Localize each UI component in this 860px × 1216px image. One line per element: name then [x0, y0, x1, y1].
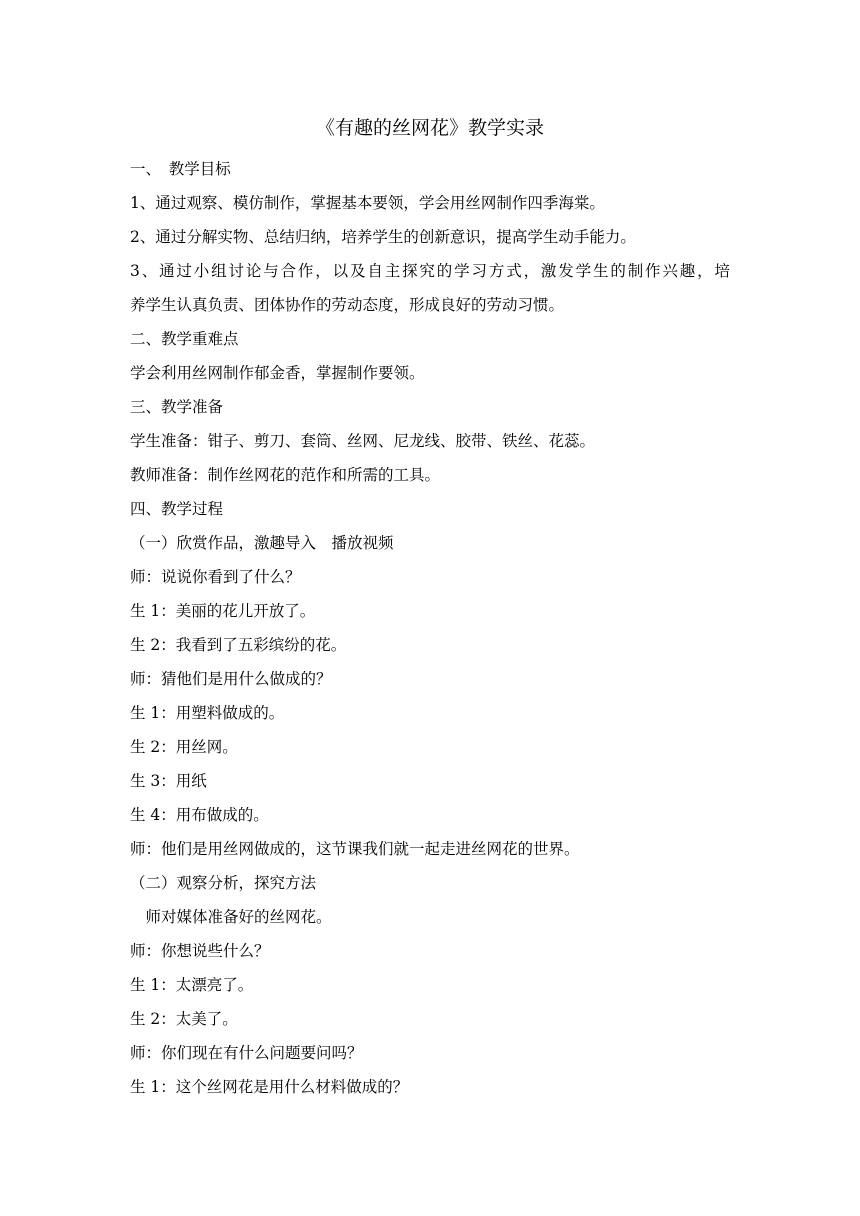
dialogue-line: 师：他们是用丝网做成的，这节课我们就一起走进丝网花的世界。	[130, 840, 580, 858]
dialogue-line: 师：你们现在有什么问题要问吗？	[130, 1044, 363, 1062]
section-heading-objectives: 一、 教学目标	[130, 160, 231, 178]
dialogue-line: 师：猜他们是用什么做成的？	[130, 670, 332, 688]
paragraph-line: 3、通过小组讨论与合作，以及自主探究的学习方式，激发学生的制作兴趣，培	[130, 262, 730, 280]
dialogue-line: 生 2：用丝网。	[130, 738, 238, 756]
dialogue-line: 生 1：这个丝网花是用什么材料做成的？	[130, 1078, 409, 1096]
paragraph-line: 学生准备：钳子、剪刀、套筒、丝网、尼龙线、胶带、铁丝、花蕊。	[130, 432, 596, 450]
paragraph-line: 2、通过分解实物、总结归纳，培养学生的创新意识，提高学生动手能力。	[130, 228, 636, 246]
dialogue-line: 师：说说你看到了什么？	[130, 568, 301, 586]
dialogue-line: 生 1：美丽的花儿开放了。	[130, 602, 316, 620]
dialogue-line: 生 1：用塑料做成的。	[130, 704, 285, 722]
dialogue-line: 生 4：用布做成的。	[130, 806, 269, 824]
paragraph-line: 1、通过观察、模仿制作，掌握基本要领，学会用丝网制作四季海棠。	[130, 194, 605, 212]
paragraph-line: 学会利用丝网制作郁金香，掌握制作要领。	[130, 364, 425, 382]
dialogue-line: 生 1：太漂亮了。	[130, 976, 254, 994]
dialogue-line: 生 3：用纸	[130, 772, 207, 790]
paragraph-line: 师对媒体准备好的丝网花。	[130, 908, 332, 926]
section-heading-process: 四、教学过程	[130, 500, 224, 518]
paragraph-line: 养学生认真负责、团体协作的劳动态度，形成良好的劳动习惯。	[130, 296, 565, 314]
document-body	[130, 152, 730, 1104]
subsection-heading: （一）欣赏作品，激趣导入 播放视频	[130, 534, 394, 552]
section-heading-key-points: 二、教学重难点	[130, 330, 239, 348]
section-heading-preparation: 三、教学准备	[130, 398, 224, 416]
dialogue-line: 生 2：我看到了五彩缤纷的花。	[130, 636, 347, 654]
document-title: 《有趣的丝网花》教学实录	[315, 117, 544, 139]
dialogue-line: 师：你想说些什么？	[130, 942, 270, 960]
paragraph-line: 教师准备：制作丝网花的范作和所需的工具。	[130, 466, 441, 484]
subsection-heading: （二）观察分析，探究方法	[130, 874, 317, 892]
dialogue-line: 生 2：太美了。	[130, 1010, 238, 1028]
